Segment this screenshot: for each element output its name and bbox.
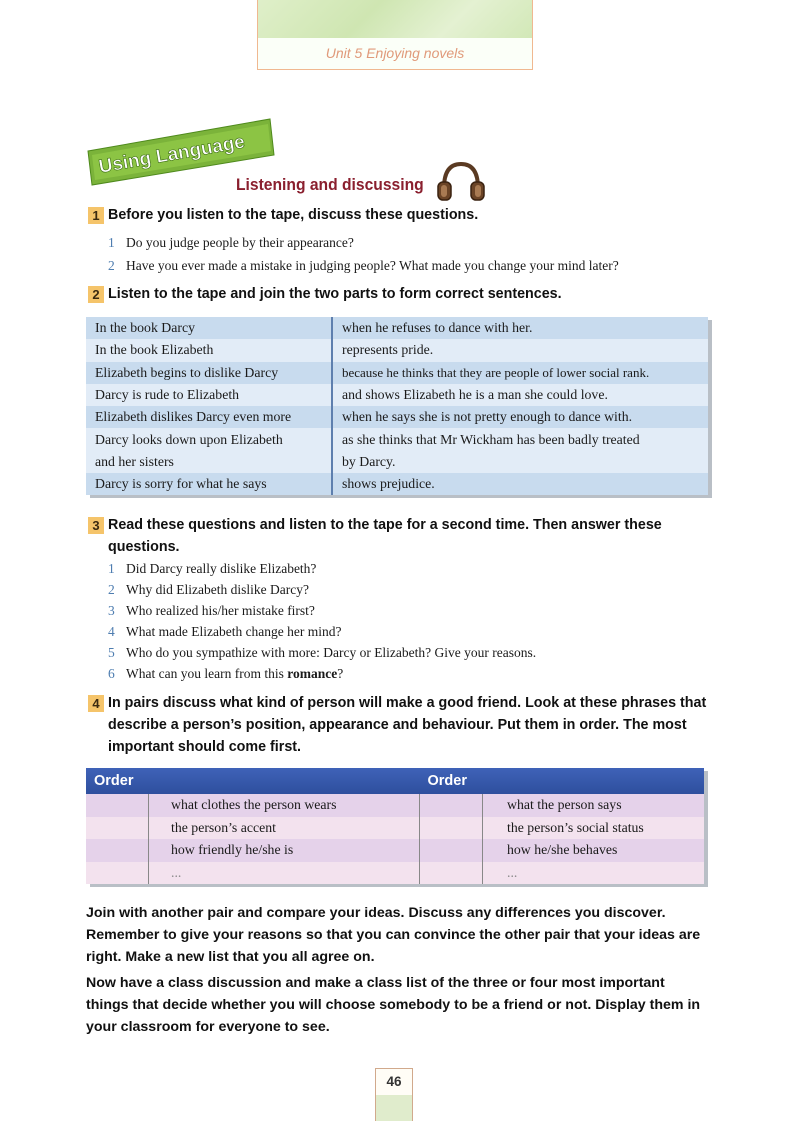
unit-header-tab xyxy=(257,0,533,70)
order-cell[interactable] xyxy=(86,862,149,885)
paragraph-class-discussion: Now have a class discussion and make a class list of the three or four most important things that decide whether you will choose somebody to be a friend or not. Display them in your classroom for everyone to see. xyxy=(86,975,701,1035)
table-row: Elizabeth dislikes Darcy even more when he says she is not pretty enough to dance with. xyxy=(86,406,708,428)
task-1-instruction: Before you listen to the tape, discuss these questions. xyxy=(108,207,479,223)
table-row: the person’s accent the person’s social status xyxy=(86,817,704,840)
task-1-question: 1 Do you judge people by their appearance? xyxy=(108,235,354,250)
section-title: Listening and discussing xyxy=(236,175,424,194)
order-cell[interactable] xyxy=(420,817,483,840)
table-row: how friendly he/she is how he/she behaves xyxy=(86,839,704,862)
task-3-instruction: Read these questions and listen to the tape for a second time. Then answer these questions. xyxy=(108,517,662,555)
order-cell[interactable] xyxy=(86,817,149,840)
order-cell[interactable] xyxy=(420,839,483,862)
table-row: Darcy is rude to Elizabeth and shows Elizabeth he is a man she could love. xyxy=(86,384,708,406)
order-cell[interactable] xyxy=(420,862,483,885)
table-row: In the book Elizabeth represents pride. xyxy=(86,339,708,361)
task-3-question: 3 Who realized his/her mistake first? xyxy=(108,603,315,618)
task-3-number: 3 xyxy=(88,517,104,534)
order-table-header xyxy=(86,768,704,794)
headphones-icon xyxy=(436,160,486,207)
task-3-question: 4 What made Elizabeth change her mind? xyxy=(108,624,342,639)
table-row: In the book Darcy when he refuses to dance with her. xyxy=(86,317,708,339)
table-row: Darcy looks down upon Elizabeth as she thinks that Mr Wickham has been badly treated xyxy=(86,428,708,450)
banner-text: Using Language xyxy=(97,131,247,178)
task-3-question: 1 Did Darcy really dislike Elizabeth? xyxy=(108,561,317,576)
header-texture xyxy=(258,0,532,38)
unit-label: Unit 5 Enjoying novels xyxy=(258,38,532,69)
order-cell[interactable] xyxy=(86,839,149,862)
page-number: 46 xyxy=(376,1069,412,1095)
table-row: Elizabeth begins to dislike Darcy because he thinks that they are people of lower social rank. xyxy=(86,362,708,384)
page-number-tab xyxy=(375,1068,413,1121)
task-3-question: 5 Who do you sympathize with more: Darcy or Elizabeth? Give your reasons. xyxy=(108,645,537,660)
matching-table xyxy=(86,317,708,495)
order-header-2: Order xyxy=(420,768,483,794)
table-row: Darcy is sorry for what he says shows prejudice. xyxy=(86,473,708,495)
table-row: and her sisters by Darcy. xyxy=(86,451,708,473)
task-2-number: 2 xyxy=(88,286,104,303)
task-3-question: 6 What can you learn from this romance? xyxy=(108,666,344,681)
keyword-romance: romance xyxy=(287,666,338,681)
table-row: what clothes the person wears what the person says xyxy=(86,794,704,817)
task-1-number: 1 xyxy=(88,207,104,224)
order-cell[interactable] xyxy=(420,794,483,817)
table-row: ... ... xyxy=(86,862,704,885)
task-1-question: 2 Have you ever made a mistake in judging people? What made you change your mind later? xyxy=(108,258,619,273)
task-2-instruction: Listen to the tape and join the two parts to form correct sentences. xyxy=(108,286,562,302)
paragraph-compare: Join with another pair and compare your ideas. Discuss any differences you discover. Remember to give your reasons so that you can convince the other pair that your ideas are right. Make a new list that you all agree on. xyxy=(86,905,701,965)
task-4-number: 4 xyxy=(88,695,104,712)
order-header-1: Order xyxy=(86,768,149,794)
order-cell[interactable] xyxy=(86,794,149,817)
task-3-question: 2 Why did Elizabeth dislike Darcy? xyxy=(108,582,309,597)
order-table xyxy=(86,768,704,884)
task-4-instruction: In pairs discuss what kind of person will make a good friend. Look at these phrases that describe a person’s position, appearance and behaviour. Put them in order. The most important should come first. xyxy=(108,695,707,755)
